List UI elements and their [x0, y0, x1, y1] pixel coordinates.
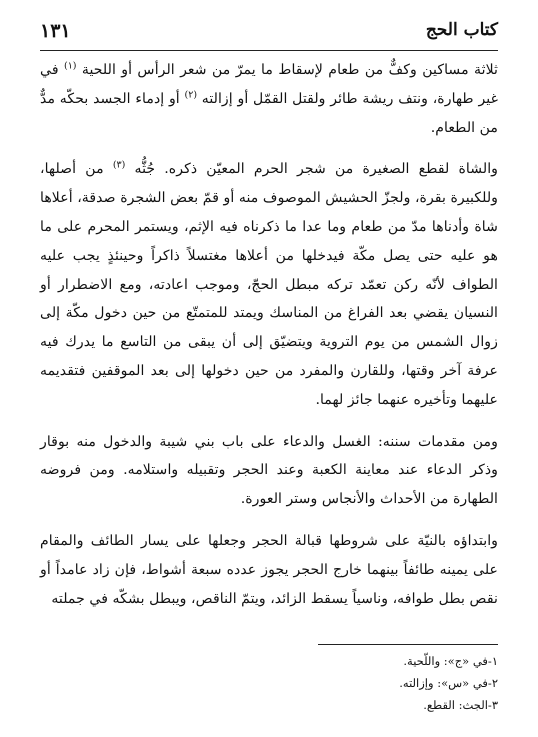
paragraph-text: من أصلها، وللكبيرة بقرة، ولجزّ الحشيش الموصوف منه أو قمّ بعض الشجرة صدقة، أعلاها شاة وأدناها مدّ من طعام وما عدا ما ذكرناه فيه الإثم، ويستمر المحرم على ما هو عليه حتى يصل مكّة فيدخلها من أعلاها مغتسلاً ذاكراً وحينئذٍ يجب عليه الطواف لأنّه ركن تعمّد تركه مبطل الحجّ، وموجب اعادته، ومع الاضطرار أو النسيان يقضي بعد الفراغ من المناسك ويمتد للمتمتّع من حين دخول مكّة إلى زوال الشمس من يوم التروية ويتضيّق إلى أن يبقى من التاسع ما يدرك فيه عرفة آخر وقتها، وللقارن والمفرد من حين دخولها إلى بعد الموقفين فتقديمه عليهما وتأخيره عنهما جائز لهما.	[40, 161, 498, 408]
paragraph-text: والشاة لقطع الصغيرة من شجر الحرم المعيّن ذكره. جُثُّه	[134, 161, 498, 178]
footnote-ref-3: (٣)	[112, 159, 126, 171]
footnotes	[250, 650, 498, 716]
paragraph-text: أو إدماء الجسد بحكّه مدٌّ من الطعام.	[40, 90, 498, 136]
footnote-ref-1: (١)	[63, 60, 77, 72]
paragraph-3	[40, 428, 498, 514]
paragraph-text: في غير طهارة، ونتف ريشة طائر ولقتل القمّل أو إزالته	[40, 62, 498, 107]
page-header	[40, 20, 498, 44]
paragraph-text: ومن مقدمات سننه: الغسل والدعاء على باب بني شيبة والدخول منه بوقار وذكر الدعاء عند معاينة الكعبة وعند الحجر وتقبيله واستلامه. ومن فروضه الطهارة من الأحداث والأنجاس وستر العورة.	[40, 433, 498, 508]
header-divider	[40, 50, 498, 51]
footnote-1: ١-في «ج»: واللّحية.	[403, 654, 498, 668]
paragraph-text: ثلاثة مساكين وكفٌّ من طعام لإسقاط ما يمرّ من شعر الرأس أو اللحية	[81, 62, 498, 78]
paragraph-2	[40, 155, 498, 414]
footnote-3: ٣-الجث: القطع.	[423, 698, 498, 712]
paragraph-4	[40, 527, 498, 613]
page-body	[40, 56, 498, 626]
footnote-ref-2: (٢)	[184, 89, 198, 101]
paragraph-text: وابتداؤه بالنيّة على شروطها قبالة الحجر وجعلها على يسار الطائف والمقام على يمينه طائفاً بينهما خارج الحجر يجوز عدده سبعة أشواط، فإن زاد عامداً أو نقص بطل طوافه، وناسياً يسقط الزائد، ويتمّ الناقص، ويبطل بشكّه في جملته	[40, 532, 498, 607]
page-number: ١٣١	[40, 20, 71, 42]
chapter-title: كتاب الحج	[425, 20, 498, 40]
footnote-2: ٢-في «س»: وإزالته.	[399, 676, 498, 690]
paragraph-1	[40, 56, 498, 142]
footnote-divider	[318, 644, 498, 645]
